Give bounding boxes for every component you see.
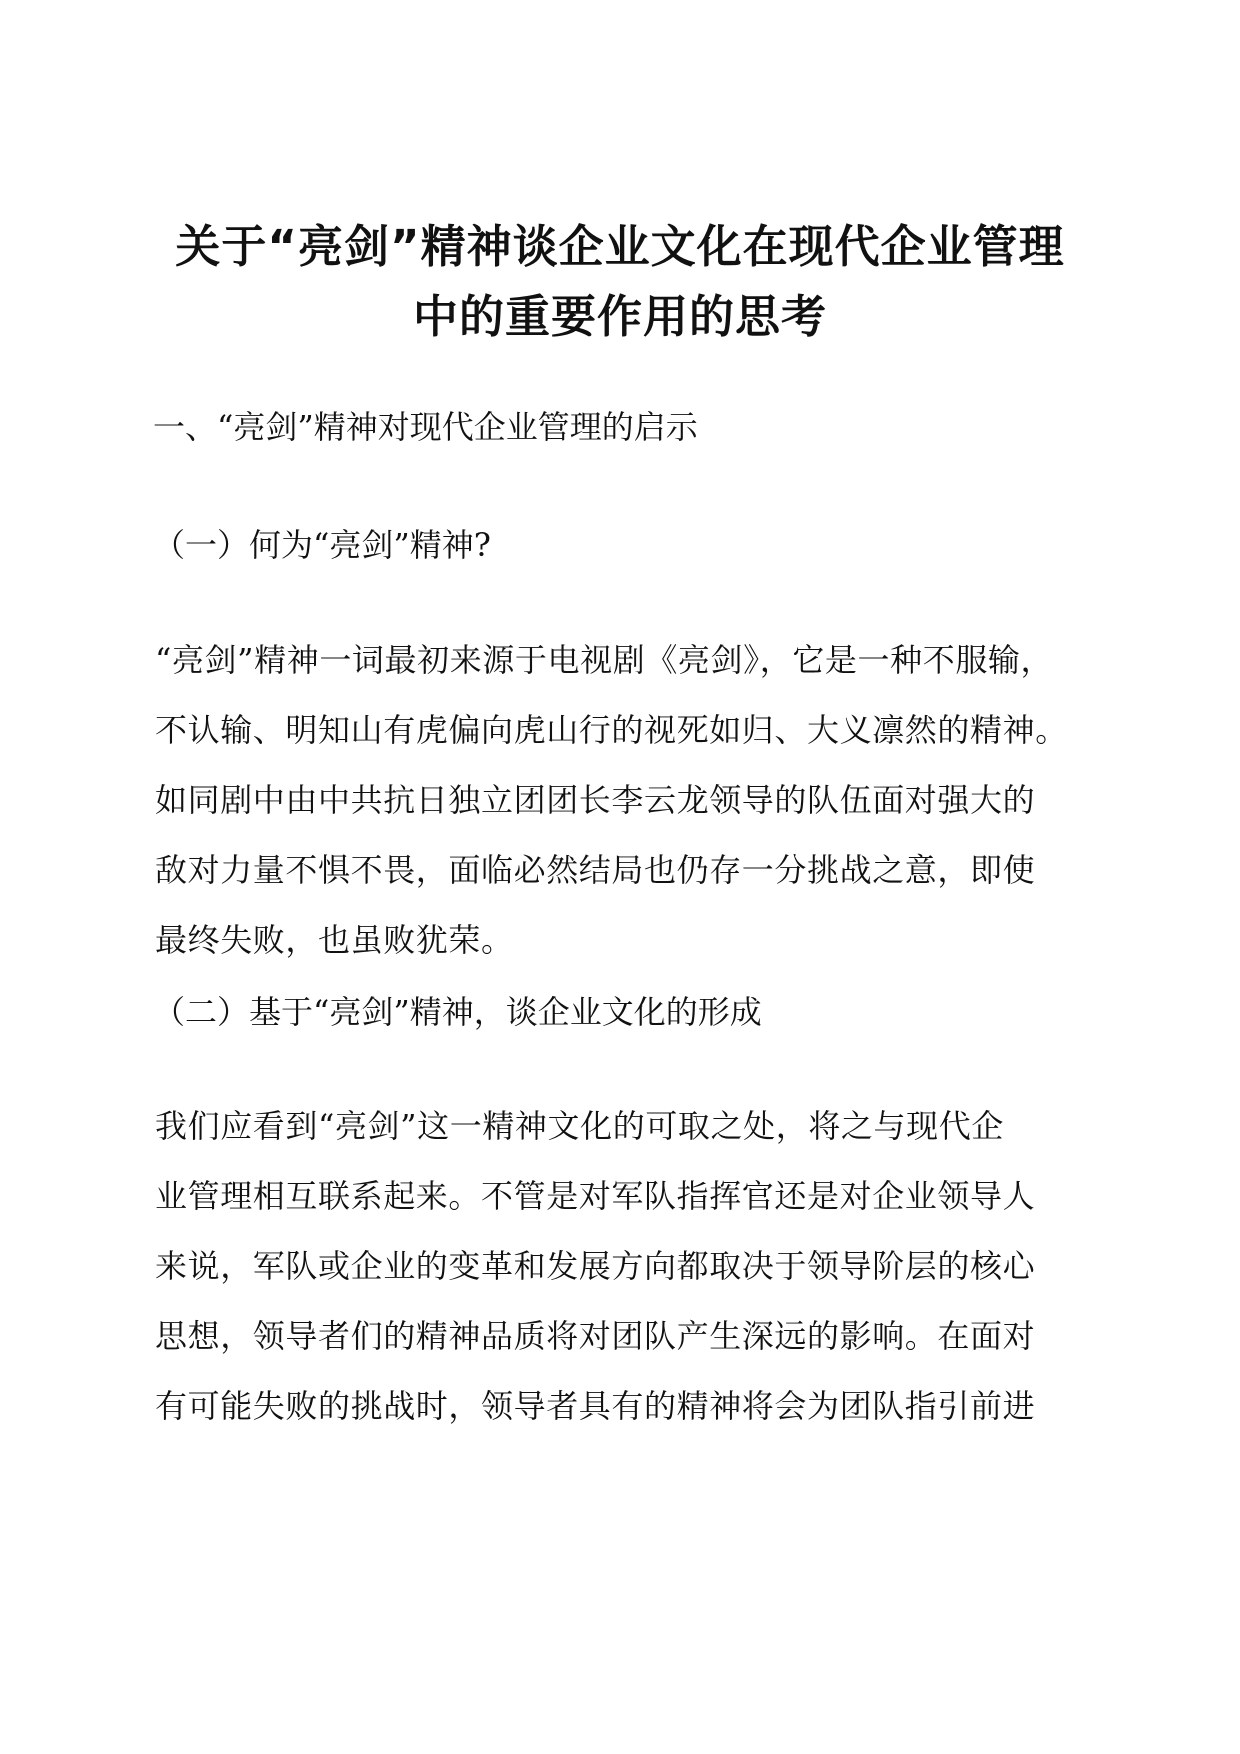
paragraph-line: 业管理相互联系起来。不管是对军队指挥官还是对企业领导人 <box>155 1177 1036 1215</box>
title-line: 中的重要作用的思考 <box>412 290 827 343</box>
paragraph-line: 思想，领导者们的精神品质将对团队产生深远的影响。在面对 <box>155 1317 1036 1355</box>
paragraph <box>155 625 1095 975</box>
paragraph-line: “亮剑”精神一词最初来源于电视剧《亮剑》，它是一种不服输， <box>155 641 1054 679</box>
paragraph-line: 有可能失败的挑战时，领导者具有的精神将会为团队指引前进 <box>155 1387 1036 1425</box>
paragraph-line: 来说，军队或企业的变革和发展方向都取决于领导阶层的核心 <box>155 1247 1036 1285</box>
paragraph <box>155 1091 1095 1441</box>
paragraph-line: 我们应看到“亮剑”这一精神文化的可取之处，将之与现代企 <box>155 1107 1004 1145</box>
document-title <box>140 212 1100 352</box>
subsection-heading: （一）何为“亮剑”精神? <box>153 526 491 564</box>
paragraph-line: 敌对力量不惧不畏，面临必然结局也仍存一分挑战之意，即使 <box>155 851 1036 889</box>
section-heading: 一、“亮剑”精神对现代企业管理的启示 <box>153 408 698 446</box>
paragraph-line: 最终失败，也虽败犹荣。 <box>155 921 514 959</box>
paragraph-line: 不认输、明知山有虎偏向虎山行的视死如归、大义凛然的精神。 <box>155 711 1068 749</box>
paragraph-line: 如同剧中由中共抗日独立团团长李云龙领导的队伍面对强大的 <box>155 781 1036 819</box>
subsection-heading: （二）基于“亮剑”精神，谈企业文化的形成 <box>153 993 762 1031</box>
title-line: 关于“亮剑”精神谈企业文化在现代企业管理 <box>175 220 1065 273</box>
